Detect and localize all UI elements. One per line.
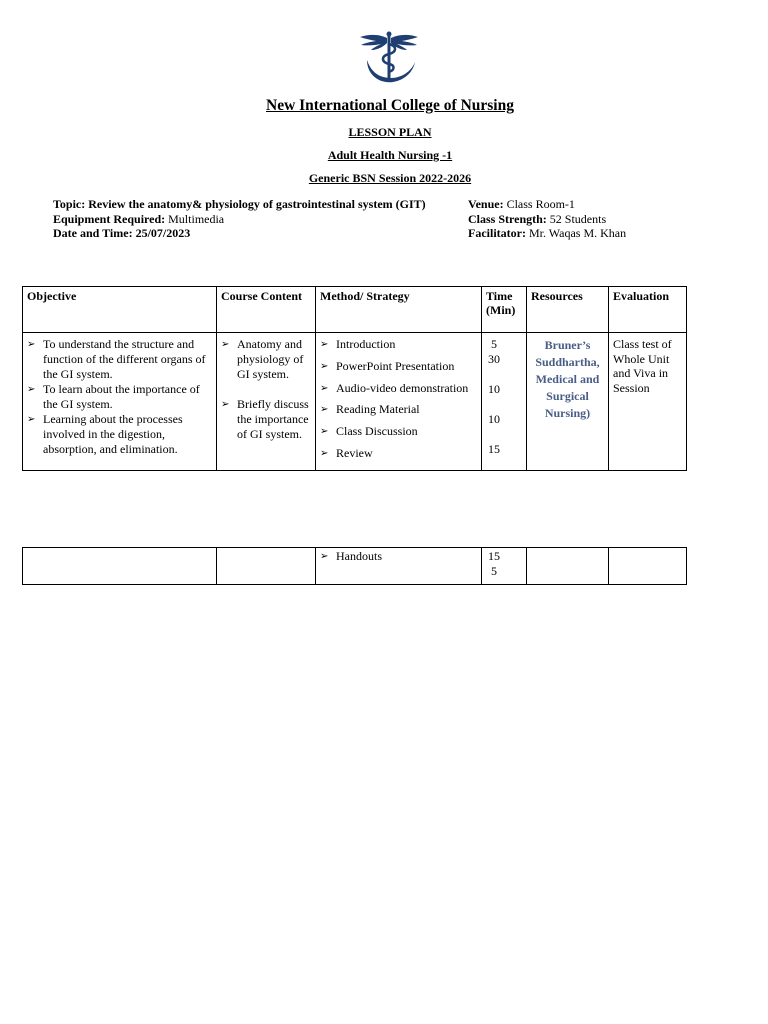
continuation-table — [22, 547, 687, 585]
methods-cell — [316, 333, 482, 471]
time-value: 15 — [488, 549, 500, 563]
info-right — [468, 197, 626, 241]
content-list — [221, 337, 311, 442]
methods-list — [320, 549, 477, 564]
equipment-line — [53, 212, 426, 227]
facilitator-value: Mr. Waqas M. Khan — [528, 226, 627, 240]
venue-value: Class Room-1 — [506, 197, 575, 211]
info-left — [53, 197, 426, 241]
header-evaluation: Evaluation — [609, 287, 687, 333]
facilitator-line — [468, 226, 626, 241]
document-type: LESSON PLAN — [348, 125, 432, 139]
empty-cell — [609, 548, 687, 585]
table-row — [23, 333, 687, 471]
venue-label: Venue: — [468, 197, 504, 211]
header-method: Method/ Strategy — [316, 287, 482, 333]
course-name: Adult Health Nursing -1 — [327, 148, 453, 162]
list-item: ➢ PowerPoint Presentation — [320, 359, 477, 374]
methods-list — [320, 337, 477, 461]
equipment-label: Equipment Required: — [53, 211, 166, 226]
venue-line — [468, 197, 626, 212]
resources-cell: Bruner’s Suddhartha, Medical and Surgical Nursing) — [527, 333, 609, 471]
table-header-row — [23, 287, 687, 333]
header-course-content: Course Content — [217, 287, 316, 333]
equipment-value: Multimedia — [168, 211, 225, 226]
time-value — [488, 397, 522, 412]
time-value — [488, 367, 522, 382]
topic-value: Review the anatomy& physiology of gastrointestinal system (GIT) — [88, 197, 426, 211]
evaluation-cell: Class test of Whole Unit and Viva in Session — [609, 333, 687, 471]
datetime-label: Date and Time: — [53, 226, 133, 240]
content-cell — [217, 333, 316, 471]
list-item: ➢ Anatomy and physiology of GI system. — [221, 337, 311, 382]
strength-label: Class Strength: — [468, 211, 547, 226]
objectives-cell — [23, 333, 217, 471]
time-value: 10 — [488, 412, 500, 426]
list-item: ➢ To understand the structure and function of the different organs of the GI system. — [27, 337, 212, 382]
list-item: ➢ Audio-video demonstration — [320, 381, 477, 396]
list-item: ➢ To learn about the importance of the GI system. — [27, 382, 212, 412]
empty-cell — [217, 548, 316, 585]
list-item: ➢ Class Discussion — [320, 424, 477, 439]
time-value: 15 — [488, 442, 500, 456]
lesson-plan-table — [22, 286, 687, 471]
session-name: Generic BSN Session 2022-2026 — [308, 171, 472, 185]
college-title: New International College of Nursing — [266, 97, 514, 114]
header-resources: Resources — [527, 287, 609, 333]
empty-cell — [527, 548, 609, 585]
empty-cell — [23, 548, 217, 585]
header-objective: Objective — [23, 287, 217, 333]
table-row — [23, 548, 687, 585]
times-cell — [482, 548, 527, 585]
objectives-list — [27, 337, 212, 457]
time-value: 5 — [491, 337, 497, 351]
header-time: Time (Min) — [482, 287, 527, 333]
time-value: 30 — [488, 352, 500, 366]
time-value: 10 — [488, 382, 500, 396]
strength-value: 52 Students — [549, 211, 607, 226]
list-item: ➢ Handouts — [320, 549, 477, 564]
list-item: ➢ Review — [320, 446, 477, 461]
times-cell — [482, 333, 527, 471]
list-item: ➢ Reading Material — [320, 402, 477, 417]
facilitator-label: Facilitator: — [468, 226, 526, 240]
time-value: 5 — [491, 564, 497, 578]
method-cell — [316, 548, 482, 585]
datetime-line — [53, 226, 426, 241]
topic-line — [53, 197, 426, 212]
caduceus-logo-icon — [357, 30, 421, 86]
datetime-value: 25/07/2023 — [135, 226, 191, 240]
list-item: ➢ Introduction — [320, 337, 477, 352]
strength-line — [468, 212, 626, 227]
list-item: ➢ Briefly discuss the importance of GI system. — [221, 397, 311, 442]
topic-label: Topic: — [53, 197, 86, 211]
time-value — [488, 427, 522, 442]
list-item: ➢ Learning about the processes involved in the digestion, absorption, and elimination. — [27, 412, 212, 457]
